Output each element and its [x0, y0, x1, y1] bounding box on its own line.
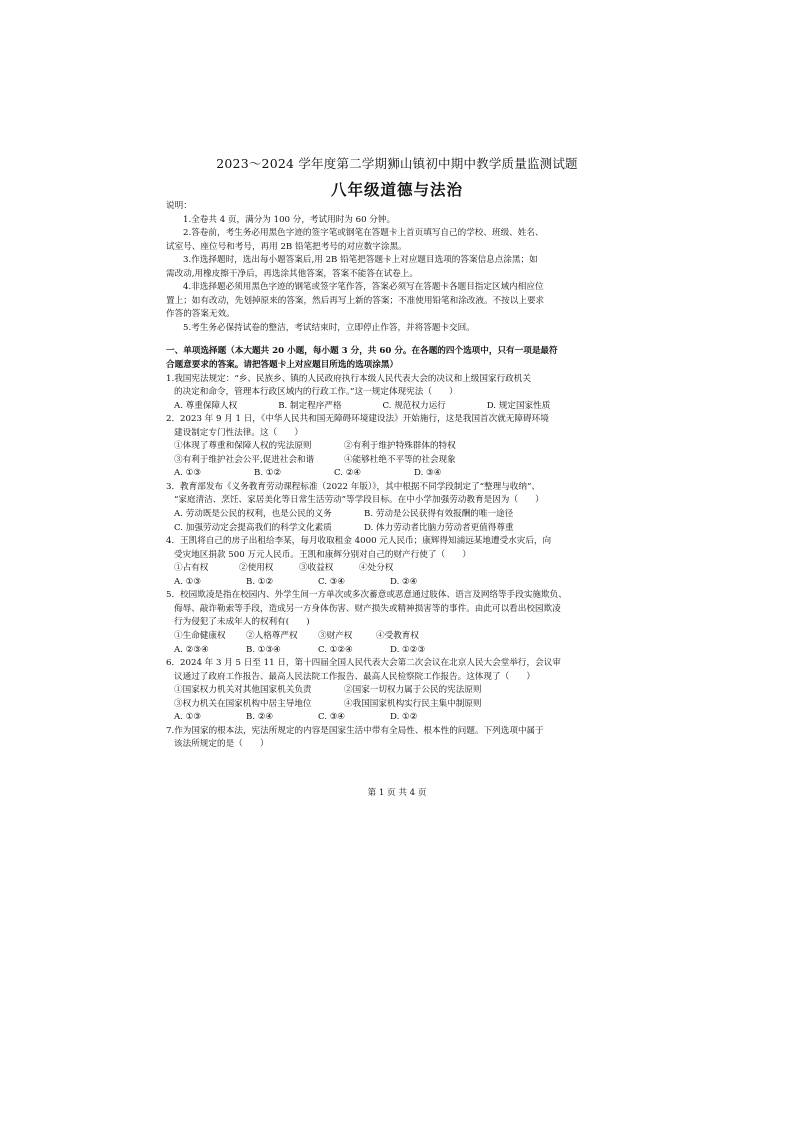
instruction-line: 5.考生务必保持试卷的整洁，考试结束时，立即停止作答，并将答题卡交回。: [183, 322, 475, 333]
instruction-line: 置上；如有改动，先划掉原来的答案，然后再写上新的答案；不准使用铅笔和涂改液。不按以上要求: [166, 295, 545, 306]
statement-item: ②人格尊严权: [246, 630, 298, 641]
question-3-options: [166, 508, 586, 522]
question-2-items: [166, 454, 586, 468]
statement-item: ③权力机关在国家机构中居主导地位: [174, 698, 312, 709]
statement-item: ①国家权力机关对其他国家机关负责: [174, 685, 312, 696]
question-3-stem: 3．教育部发布《义务教育劳动课程标准（2022 年版）》，其中根据不同学段制定了“整理与收纳”、: [166, 481, 541, 492]
question-5-stem: 行为侵犯了未成年人的权利有( ): [174, 617, 310, 628]
option-d: D. ①②③: [390, 644, 426, 655]
option-c: C. ②④: [334, 468, 362, 479]
instruction-line: 3.作选择题时，选出每小题答案后,用 2B 铅笔把答题卡上对应题目选项的答案信息点涂黑；如: [183, 255, 538, 266]
option-a: A. ①③: [174, 468, 202, 479]
question-6-options: [166, 711, 586, 725]
question-3-stem: “家庭清洁、烹饪、家居美化等日常生活劳动”等学段目标。在中小学加强劳动教育是因为（ ）: [174, 495, 544, 506]
statement-item: ④处分权: [359, 563, 394, 574]
page-number: 第 1 页 共 4 页: [367, 788, 427, 798]
option-a: A. ②③④: [174, 644, 209, 655]
question-5-options: [166, 644, 586, 658]
statement-item: ①生命健康权: [174, 630, 226, 641]
option-a: A. ①③: [174, 576, 202, 587]
question-6-stem: 议通过了政府工作报告、最高人民法院工作报告、最高人民检察院工作报告。这体现了（ ）: [174, 671, 535, 682]
question-1-stem: 1.我国宪法规定：“乡、民族乡、镇的人民政府执行本级人民代表大会的决议和上级国家行政机关: [166, 373, 531, 384]
option-c: C. ③④: [318, 712, 346, 723]
instruction-line: 需改动,用橡皮擦干净后，再选涂其他答案，答案不能答在试卷上。: [166, 268, 418, 279]
option-b: B. 劳动是公民获得有效报酬的唯一途径: [364, 509, 514, 520]
question-4-items: [166, 562, 586, 576]
option-a: A. 劳动既是公民的权利，也是公民的义务: [174, 509, 332, 520]
question-5-items: [166, 630, 586, 644]
question-4-options: [166, 576, 586, 590]
section-heading: 合题意要求的答案。请把答题卡上对应题目所选的选项涂黑）: [166, 360, 399, 371]
statement-item: ④受教育权: [376, 630, 419, 641]
question-7-stem: 该法所规定的是（ ）: [174, 739, 269, 750]
question-2-stem: 建设制定专门性法律。这（ ）: [174, 427, 303, 438]
statement-item: ②有利于维护特殊群体的特权: [344, 441, 456, 452]
option-d: D. ②④: [390, 576, 418, 587]
option-c: C. 加强劳动定会提高我们的科学文化素质: [174, 522, 332, 533]
question-6-stem: 6．2024 年 3 月 5 日至 11 日，第十四届全国人民代表大会第二次会议在北京人民大会堂举行，会议审: [166, 658, 561, 669]
statement-item: ③财产权: [318, 630, 353, 641]
statement-item: ②国家一切权力属于公民的宪法原则: [344, 685, 482, 696]
instructions-label: 说明：: [166, 201, 192, 211]
question-2-items: [166, 440, 586, 454]
statement-item: ③有利于维护社会公平,促进社会和谐: [174, 454, 315, 465]
question-2-stem: 2．2023 年 9 月 1 日，《中华人民共和国无障碍环境建设法》开始施行，这是我国首次就无障碍环境: [166, 414, 549, 425]
section-heading: 一、单项选择题（本大题共 20 小题，每小题 3 分，共 60 分。在各题的四个选项中，只有一项是最符: [166, 346, 558, 357]
option-d: D. 体力劳动者比脑力劳动者更值得尊重: [364, 522, 514, 533]
option-d: D. ①②: [390, 712, 418, 723]
question-1-options: [166, 400, 586, 414]
instruction-line: 作答的答案无效。: [166, 309, 235, 320]
instruction-line: 试室号、座位号和考号，再用 2B 铅笔把考号的对应数字涂黑。: [166, 241, 407, 252]
question-4-stem: 受灾地区捐款 500 万元人民币。王凯和康辉分别对自己的财产行使了（ ）: [174, 549, 471, 560]
question-1-stem: 的决定和命令，管理本行政区域内的行政工作。”这一规定体现宪法（ ）: [174, 387, 458, 398]
option-b: B. ①②: [246, 576, 274, 587]
statement-item: ②使用权: [239, 563, 274, 574]
question-7-stem: 7.作为国家的根本法，宪法所规定的内容是国家生活中带有全局性、根本性的问题。下列选项中属于: [166, 725, 544, 736]
option-a: A. 尊重保障人权: [174, 400, 238, 411]
exam-title: 2023～2024 学年度第二学期狮山镇初中期中教学质量监测试题: [216, 156, 578, 171]
instruction-line: 1.全卷共 4 页，满分为 100 分，考试用时为 60 分钟。: [183, 214, 396, 225]
statement-item: ④我国国家机构实行民主集中制原则: [344, 698, 482, 709]
option-c: C. ③④: [318, 576, 346, 587]
question-5-stem: 5．校园欺凌是指在校园内、外学生间一方单次或多次蓄意或恶意通过肢体、语言及网络等手段实施欺负、: [166, 590, 567, 601]
question-6-items: [166, 684, 586, 698]
question-4-stem: 4．王凯将自己的房子出租给李某，每月收取租金 4000 元人民币；康辉得知浦远某地遭受水灾后，向: [166, 536, 552, 547]
instruction-line: 2.答卷前，考生务必用黑色字迹的签字笔或钢笔在答题卡上首页填写自己的学校、班级、姓名、: [183, 228, 544, 239]
option-d: D. 规定国家性质: [486, 400, 551, 411]
statement-item: ①体现了尊重和保障人权的宪法原则: [174, 441, 312, 452]
instruction-line: 4.非选择题必须用黑色字迹的钢笔或签字笔作答，答案必须写在答题卡各题目指定区域内相应位: [183, 282, 544, 293]
subject-title: 八年级道德与法治: [330, 180, 463, 199]
option-b: B. ②④: [246, 712, 274, 723]
option-c: C. ①②④: [318, 644, 353, 655]
exam-body: [166, 200, 586, 752]
question-2-options: [166, 467, 586, 481]
option-b: B. ①②: [254, 468, 282, 479]
question-6-items: [166, 698, 586, 712]
question-5-stem: 侮辱、敲诈勒索等手段，造成另一方身体伤害、财产损失或精神损害等的事件。由此可以看出校园欺凌: [174, 603, 561, 614]
statement-item: ④能够杜绝不平等的社会现象: [344, 454, 456, 465]
option-c: C. 规范权力运行: [382, 400, 446, 411]
option-b: B. ①③④: [246, 644, 281, 655]
option-b: B. 制定程序严格: [278, 400, 342, 411]
option-a: A. ①③: [174, 712, 202, 723]
question-3-options: [166, 522, 586, 536]
statement-item: ①占有权: [174, 563, 209, 574]
spacer: [166, 335, 586, 345]
option-d: D. ③④: [414, 468, 442, 479]
statement-item: ③收益权: [299, 563, 334, 574]
